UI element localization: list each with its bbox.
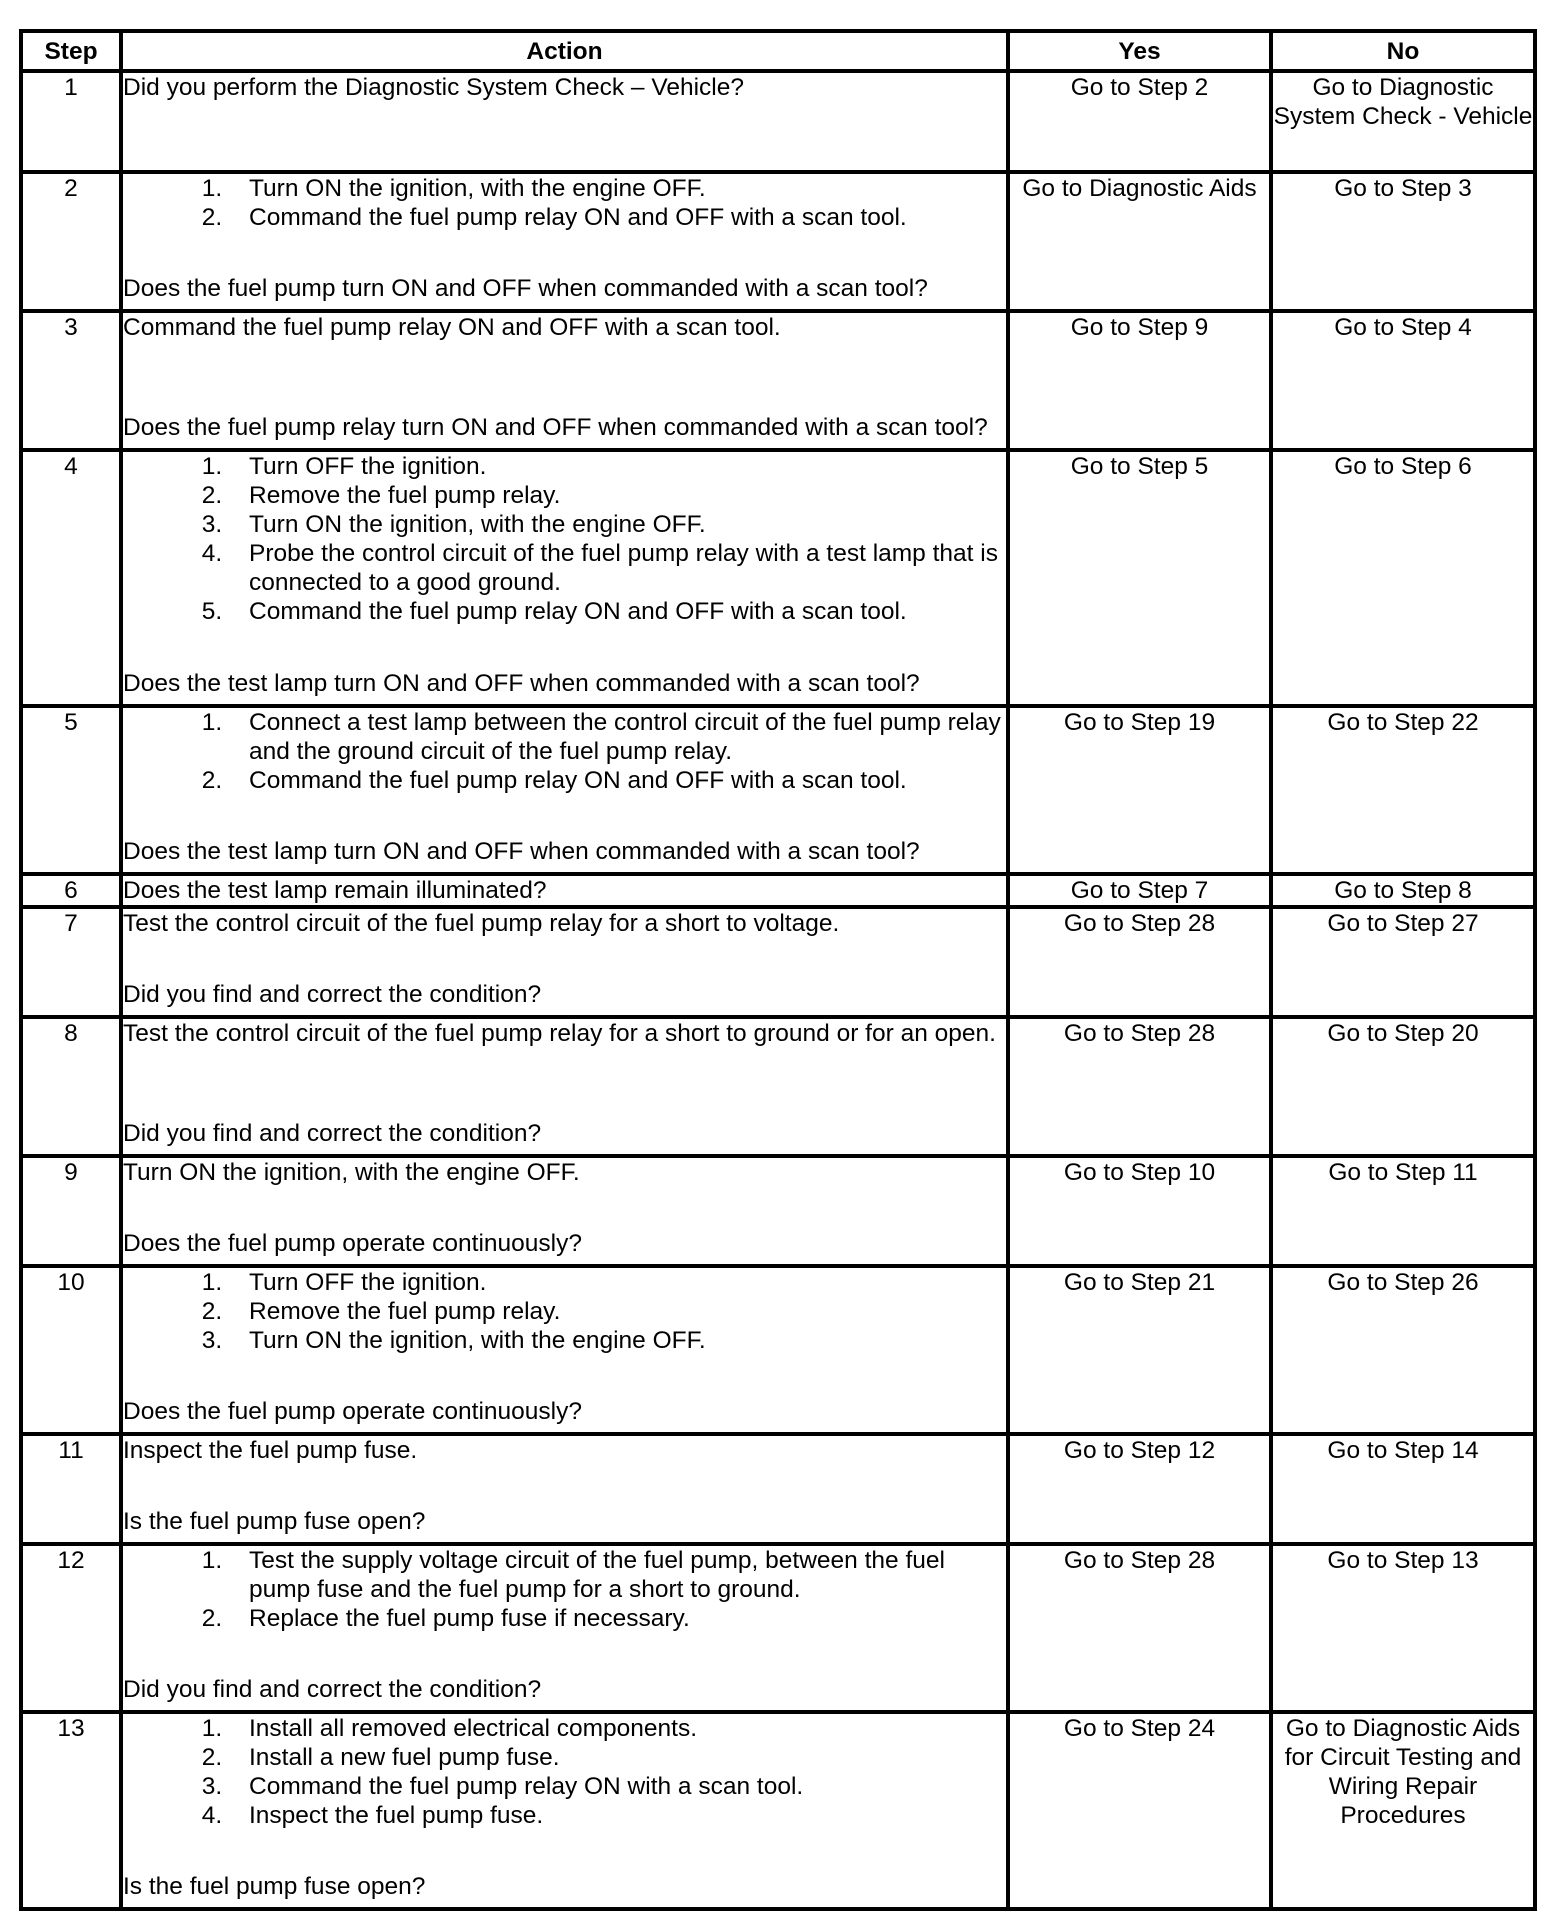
action-content <box>123 452 1006 698</box>
yes-result: Go to Step 2 <box>1008 71 1271 172</box>
action-top <box>123 909 1006 938</box>
action-question: Does the test lamp turn ON and OFF when commanded with a scan tool? <box>123 670 920 697</box>
action-question: Did you find and correct the condition? <box>123 1676 542 1703</box>
instruction-list <box>123 174 1006 232</box>
action-content <box>123 174 1006 303</box>
action-cell <box>121 874 1008 907</box>
instruction-item: 1. Test the supply voltage circuit of the fuel pump, between the fuel pump fuse and the fuel pump for a short to ground. <box>229 1546 1006 1604</box>
action-content <box>123 1019 1006 1148</box>
no-result: Go to Step 27 <box>1271 907 1535 1017</box>
action-top <box>123 1714 1006 1830</box>
table-row <box>21 71 1535 172</box>
instruction-item: 2. Command the fuel pump relay ON and OFF with a scan tool. <box>229 766 1006 795</box>
action-question: Does the fuel pump operate continuously? <box>123 1230 582 1257</box>
table-row <box>21 1156 1535 1266</box>
header-action: Action <box>121 31 1008 71</box>
action-text: Did you perform the Diagnostic System Check – Vehicle? <box>123 74 744 101</box>
step-number: 3 <box>21 311 121 450</box>
no-result: Go to Diagnostic Aids for Circuit Testing and Wiring Repair Procedures <box>1271 1712 1535 1909</box>
no-result: Go to Step 3 <box>1271 172 1535 311</box>
no-result: Go to Step 14 <box>1271 1434 1535 1544</box>
no-result: Go to Step 6 <box>1271 450 1535 706</box>
instruction-item: 1. Turn OFF the ignition. <box>229 1268 1006 1297</box>
table-row <box>21 1017 1535 1156</box>
action-cell <box>121 1712 1008 1909</box>
step-number: 4 <box>21 450 121 706</box>
step-number: 8 <box>21 1017 121 1156</box>
action-top <box>123 313 1006 342</box>
instruction-item: 3. Turn ON the ignition, with the engine OFF. <box>229 1326 1006 1355</box>
instruction-item: 5. Command the fuel pump relay ON and OFF with a scan tool. <box>229 597 1006 626</box>
action-cell <box>121 1544 1008 1712</box>
action-question: Does the fuel pump relay turn ON and OFF when commanded with a scan tool? <box>123 414 988 441</box>
step-number: 5 <box>21 706 121 874</box>
instruction-item: 2. Command the fuel pump relay ON and OFF with a scan tool. <box>229 203 1006 232</box>
step-number: 9 <box>21 1156 121 1266</box>
action-content <box>123 1714 1006 1901</box>
action-cell <box>121 907 1008 1017</box>
no-result: Go to Step 11 <box>1271 1156 1535 1266</box>
action-top <box>123 174 1006 232</box>
action-content <box>123 1158 1006 1258</box>
no-result: Go to Step 8 <box>1271 874 1535 907</box>
action-top <box>123 452 1006 626</box>
instruction-item: 4. Inspect the fuel pump fuse. <box>229 1801 1006 1830</box>
yes-result: Go to Step 7 <box>1008 874 1271 907</box>
no-result: Go to Step 13 <box>1271 1544 1535 1712</box>
action-question: Is the fuel pump fuse open? <box>123 1873 426 1900</box>
action-cell <box>121 1266 1008 1434</box>
instruction-item: 2. Replace the fuel pump fuse if necessary. <box>229 1604 1006 1633</box>
step-number: 6 <box>21 874 121 907</box>
action-top <box>123 876 1006 905</box>
yes-result: Go to Step 24 <box>1008 1712 1271 1909</box>
header-yes: Yes <box>1008 31 1271 71</box>
table-row <box>21 706 1535 874</box>
yes-result: Go to Step 21 <box>1008 1266 1271 1434</box>
instruction-item: 1. Turn OFF the ignition. <box>229 452 1006 481</box>
action-question: Does the test lamp turn ON and OFF when commanded with a scan tool? <box>123 838 920 865</box>
step-number: 11 <box>21 1434 121 1544</box>
action-content <box>123 313 1006 442</box>
table-row <box>21 1544 1535 1712</box>
instruction-list <box>123 1714 1006 1830</box>
step-number: 7 <box>21 907 121 1017</box>
action-content <box>123 1436 1006 1536</box>
yes-result: Go to Step 28 <box>1008 907 1271 1017</box>
table-row <box>21 311 1535 450</box>
instruction-list <box>123 452 1006 626</box>
instruction-list <box>123 1268 1006 1355</box>
action-content <box>123 73 1006 164</box>
action-content <box>123 1546 1006 1704</box>
action-top <box>123 1019 1006 1048</box>
table-row <box>21 1434 1535 1544</box>
action-content <box>123 1268 1006 1426</box>
step-number: 1 <box>21 71 121 172</box>
yes-result: Go to Step 28 <box>1008 1544 1271 1712</box>
action-question: Does the fuel pump operate continuously? <box>123 1398 582 1425</box>
instruction-item: 2. Install a new fuel pump fuse. <box>229 1743 1006 1772</box>
action-question: Did you find and correct the condition? <box>123 1120 542 1147</box>
yes-result: Go to Step 19 <box>1008 706 1271 874</box>
action-cell <box>121 450 1008 706</box>
action-top <box>123 1546 1006 1633</box>
action-question: Did you find and correct the condition? <box>123 981 542 1008</box>
action-text: Test the control circuit of the fuel pump relay for a short to ground or for an open. <box>123 1020 996 1047</box>
action-content <box>123 909 1006 1009</box>
table-row <box>21 907 1535 1017</box>
no-result: Go to Step 26 <box>1271 1266 1535 1434</box>
action-top <box>123 1158 1006 1187</box>
action-cell <box>121 1156 1008 1266</box>
table-row <box>21 172 1535 311</box>
yes-result: Go to Step 28 <box>1008 1017 1271 1156</box>
header-row <box>21 31 1535 71</box>
action-top <box>123 1436 1006 1465</box>
action-text: Test the control circuit of the fuel pump relay for a short to voltage. <box>123 910 840 937</box>
action-text: Command the fuel pump relay ON and OFF with a scan tool. <box>123 314 781 341</box>
yes-result: Go to Diagnostic Aids <box>1008 172 1271 311</box>
no-result: Go to Step 20 <box>1271 1017 1535 1156</box>
yes-result: Go to Step 12 <box>1008 1434 1271 1544</box>
yes-result: Go to Step 5 <box>1008 450 1271 706</box>
step-number: 12 <box>21 1544 121 1712</box>
action-text: Turn ON the ignition, with the engine OFF. <box>123 1159 580 1186</box>
instruction-list <box>123 1546 1006 1633</box>
instruction-item: 1. Turn ON the ignition, with the engine OFF. <box>229 174 1006 203</box>
instruction-item: 4. Probe the control circuit of the fuel pump relay with a test lamp that is connected to a good ground. <box>229 539 1006 597</box>
action-cell <box>121 311 1008 450</box>
action-question: Does the fuel pump turn ON and OFF when commanded with a scan tool? <box>123 275 928 302</box>
action-text: Does the test lamp remain illuminated? <box>123 877 547 904</box>
action-cell <box>121 71 1008 172</box>
instruction-item: 2. Remove the fuel pump relay. <box>229 481 1006 510</box>
table-row <box>21 1266 1535 1434</box>
instruction-item: 1. Install all removed electrical components. <box>229 1714 1006 1743</box>
instruction-item: 1. Connect a test lamp between the control circuit of the fuel pump relay and the ground circuit of the fuel pump relay. <box>229 708 1006 766</box>
no-result: Go to Diagnostic System Check - Vehicle <box>1271 71 1535 172</box>
no-result: Go to Step 22 <box>1271 706 1535 874</box>
diagnostic-table <box>19 29 1537 1911</box>
action-cell <box>121 1017 1008 1156</box>
action-cell <box>121 706 1008 874</box>
header-no: No <box>1271 31 1535 71</box>
table-body <box>21 71 1535 1909</box>
action-top <box>123 73 1006 102</box>
table-row <box>21 1712 1535 1909</box>
instruction-item: 3. Turn ON the ignition, with the engine OFF. <box>229 510 1006 539</box>
step-number: 13 <box>21 1712 121 1909</box>
action-top <box>123 708 1006 795</box>
header-step: Step <box>21 31 121 71</box>
instruction-item: 3. Command the fuel pump relay ON with a scan tool. <box>229 1772 1006 1801</box>
table-row <box>21 450 1535 706</box>
no-result: Go to Step 4 <box>1271 311 1535 450</box>
table-row <box>21 874 1535 907</box>
action-question: Is the fuel pump fuse open? <box>123 1508 426 1535</box>
action-top <box>123 1268 1006 1355</box>
yes-result: Go to Step 10 <box>1008 1156 1271 1266</box>
yes-result: Go to Step 9 <box>1008 311 1271 450</box>
action-cell <box>121 1434 1008 1544</box>
instruction-item: 2. Remove the fuel pump relay. <box>229 1297 1006 1326</box>
step-number: 10 <box>21 1266 121 1434</box>
action-content <box>123 876 1006 904</box>
action-text: Inspect the fuel pump fuse. <box>123 1437 418 1464</box>
action-content <box>123 708 1006 866</box>
instruction-list <box>123 708 1006 795</box>
step-number: 2 <box>21 172 121 311</box>
action-cell <box>121 172 1008 311</box>
